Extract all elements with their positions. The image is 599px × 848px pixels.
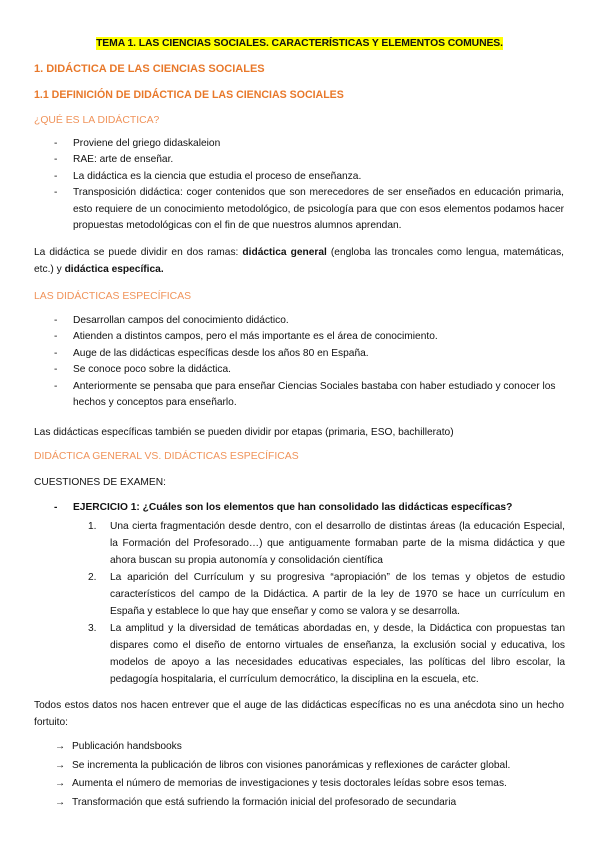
list-item: [55, 757, 565, 776]
subheading-especificas: LAS DIDÁCTICAS ESPECÍFICAS: [34, 291, 192, 302]
arrow-item-text: Publicación handsbooks: [72, 741, 182, 752]
arrow-item-text: Aumenta el número de memorias de investigaciones y tesis doctorales leídas sobre esos temas.: [72, 778, 507, 789]
list-item: - Proviene del griego didaskaleion: [54, 136, 564, 152]
answer-text: La aparición del Currículum y su progresiva “apropiación” de los temas y objetos de estudio característicos del campo de la Didáctica. A partir de la ley de 1970 se hace un currículum en España y establece lo que hay que enseñar y como se valora y se desarrolla.: [110, 572, 565, 617]
list-item: - Atienden a distintos campos, pero el más importante es el área de conocimiento.: [54, 329, 564, 345]
answer-number: 1.: [88, 521, 97, 532]
arrow-item-text: Se incrementa la publicación de libros con visiones panorámicas y reflexiones de carácter global.: [72, 759, 511, 771]
conclusion-paragraph: Todos estos datos nos hacen entrever que el auge de las didácticas específicas no es una anécdota sino un hecho fortuito:: [34, 700, 564, 728]
answer-item: [88, 518, 565, 569]
answer-text: La amplitud y la diversidad de temáticas abordadas en, y desde, la Didáctica con propuestas tan dispares como el diseño de entorno virtuales de enseñanza, la exclusión social y educativa, los modelos de apoyo a las necesidades educativas especiales, las políticas del libro escolar, la pedagogía hospitalaria, el currículum democrático, la disciplina en la escuela, etc.: [110, 623, 565, 685]
list-dash: -: [54, 502, 58, 513]
arrow-icon: →: [55, 778, 66, 789]
arrow-icon: →: [55, 741, 66, 752]
section-heading-1: 1. DIDÁCTICA DE LAS CIENCIAS SOCIALES: [34, 63, 265, 75]
list-item: - Anteriormente se pensaba que para enseñar Ciencias Sociales bastaba con haber estudiado y conocer los hechos y conceptos para enseñarlo.: [54, 379, 564, 412]
subheading-que-es-didactica: ¿QUÉ ES LA DIDÁCTICA?: [34, 115, 160, 126]
etapas-paragraph: Las didácticas específicas también se pueden dividir por etapas (primaria, ESO, bachillerato): [34, 427, 454, 438]
ejercicio-1-text: EJERCICIO 1: ¿Cuáles son los elementos que han consolidado las didácticas específicas?: [73, 502, 513, 513]
didactica-list: [54, 136, 564, 234]
subheading-general-vs-especificas: DIDÁCTICA GENERAL VS. DIDÁCTICAS ESPECÍFICAS: [34, 451, 299, 462]
list-item: - La didáctica es la ciencia que estudia el proceso de enseñanza.: [54, 169, 564, 185]
arrow-item-text: Transformación que está sufriendo la formación inicial del profesorado de secundaria: [72, 796, 457, 808]
ejercicio-answers-list: [88, 518, 565, 688]
list-item: [55, 794, 565, 813]
cuestiones-label: CUESTIONES DE EXAMEN:: [34, 477, 166, 488]
title-block: [0, 38, 599, 49]
section-heading-1-1: 1.1 DEFINICIÓN DE DIDÁCTICA DE LAS CIENCIAS SOCIALES: [34, 89, 344, 101]
answer-item: [88, 569, 565, 620]
ramas-text-pre: La didáctica se puede dividir en dos ramas:: [34, 247, 243, 258]
answer-number: 2.: [88, 572, 97, 583]
list-item: - Auge de las didácticas específicas desde los años 80 en España.: [54, 346, 564, 362]
didactica-general-term: didáctica general: [242, 247, 327, 258]
list-item: - RAE: arte de enseñar.: [54, 152, 564, 168]
list-item: [55, 775, 565, 794]
document-title: TEMA 1. LAS CIENCIAS SOCIALES. CARACTERÍSTICAS Y ELEMENTOS COMUNES.: [96, 38, 503, 49]
ejercicio-1-heading: [54, 500, 583, 516]
answer-text: Una cierta fragmentación desde dentro, con el desarrollo de distintas áreas (la educación Especial, la Formación del Profesorado…) que antiguamente formaban parte de la misma didáctica y que ahora buscan su propia autonomía y consolidación científica: [110, 521, 565, 566]
arrow-list: [55, 738, 565, 812]
especificas-list: [54, 313, 564, 411]
didactica-especifica-term: didáctica específica.: [64, 264, 164, 275]
arrow-icon: →: [55, 759, 66, 771]
answer-item: [88, 620, 565, 688]
ramas-paragraph: [34, 244, 564, 278]
answer-number: 3.: [88, 623, 97, 634]
list-item: - Desarrollan campos del conocimiento didáctico.: [54, 313, 564, 329]
arrow-icon: →: [55, 796, 66, 808]
list-item: - Se conoce poco sobre la didáctica.: [54, 362, 564, 378]
list-item: - Transposición didáctica: coger contenidos que son merecedores de ser enseñados en educación primaria, esto requiere de un conocimiento metodológico, de psicología para que con esos elementos podamos hacer propuestas metodológicas con el fin de que nuestros alumnos aprendan.: [54, 185, 564, 234]
list-item: [55, 738, 565, 757]
ramas-text-mid: (engloba las troncales como lengua, matemáticas, etc.) y: [34, 247, 564, 275]
